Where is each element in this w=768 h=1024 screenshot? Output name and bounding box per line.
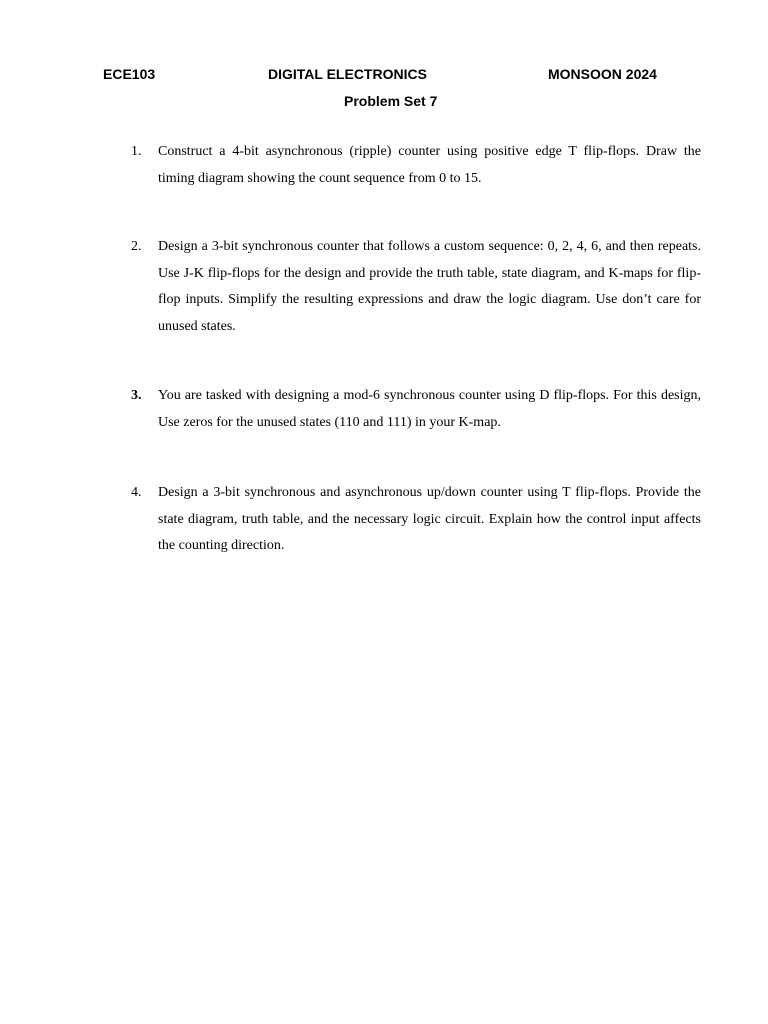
subject-title: DIGITAL ELECTRONICS [268, 66, 427, 82]
course-code: ECE103 [103, 66, 156, 82]
question-text: You are tasked with designing a mod-6 synchronous counter using D flip-flops. For this design, Use zeros for the unused states (110 and 111) in your K-map. [158, 388, 701, 430]
question-number: 2. [131, 239, 142, 254]
question-number: 4. [131, 485, 142, 500]
question-1 [131, 139, 701, 192]
problem-set-title: Problem Set 7 [344, 93, 438, 109]
question-number: 3. [131, 388, 142, 403]
question-2 [131, 234, 701, 340]
question-3 [131, 383, 701, 436]
question-text: Design a 3-bit synchronous counter that follows a custom sequence: 0, 2, 4, 6, and then repeats. Use J-K flip-flops for the design and provide the truth table, state diagram, and K-maps for flip-flop inputs. Simplify the resulting expressions and draw the logic diagram. Use don’t care for unused states. [158, 239, 701, 334]
term-label: MONSOON 2024 [548, 66, 657, 82]
question-text: Design a 3-bit synchronous and asynchronous up/down counter using T flip-flops. Provide the state diagram, truth table, and the necessary logic circuit. Explain how the control input affects the counting direction. [158, 485, 701, 553]
question-number: 1. [131, 144, 142, 159]
question-4 [131, 480, 701, 560]
question-text: Construct a 4-bit asynchronous (ripple) counter using positive edge T flip-flops. Draw the timing diagram showing the count sequence from 0 to 15. [158, 144, 701, 186]
